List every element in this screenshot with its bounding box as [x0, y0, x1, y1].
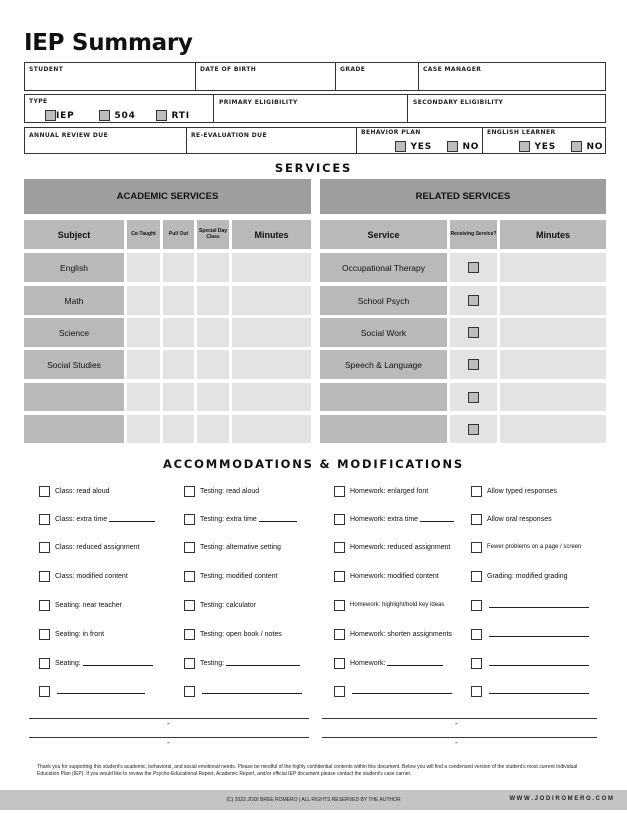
fill-in-blank[interactable]: [226, 660, 300, 666]
accommodation-checkbox[interactable]: [39, 658, 50, 669]
pullout-cell[interactable]: [163, 350, 194, 379]
accommodation-checkbox[interactable]: [39, 600, 50, 611]
related-minutes-cell[interactable]: [500, 253, 606, 282]
accommodations-heading: ACCOMMODATIONS & MODIFICATIONS: [162, 457, 465, 471]
accommodation-label: Seating: near teacher: [55, 601, 122, 609]
accommodation-item: [39, 599, 122, 611]
accommodation-checkbox[interactable]: [334, 629, 345, 640]
accommodation-checkbox[interactable]: [334, 542, 345, 553]
accommodation-label: Class: reduced assignment: [55, 543, 140, 551]
accommodation-label: Allow oral responses: [487, 515, 552, 523]
accommodation-checkbox[interactable]: [39, 686, 50, 697]
specialday-cell[interactable]: [197, 286, 229, 315]
fill-in-blank[interactable]: [489, 602, 589, 608]
accommodation-item: [471, 485, 557, 497]
accommodation-item: [334, 628, 452, 640]
behavior-plan-label: BEHAVIOR PLAN: [361, 129, 421, 136]
accommodation-label: Testing: alternative setting: [200, 543, 281, 551]
accommodation-checkbox[interactable]: [184, 600, 195, 611]
dob-field[interactable]: [195, 62, 336, 91]
accommodation-label: Homework: shorten assignments: [350, 630, 452, 638]
accommodation-item: [39, 628, 104, 640]
col-receiving: Receiving Service?: [450, 220, 497, 249]
accommodation-checkbox[interactable]: [184, 629, 195, 640]
related-minutes-cell[interactable]: [500, 350, 606, 379]
related-minutes-cell[interactable]: [500, 415, 606, 443]
accommodation-item: [39, 570, 128, 582]
accommodation-item: [184, 513, 297, 525]
related-minutes-cell[interactable]: [500, 318, 606, 347]
accommodation-checkbox[interactable]: [39, 571, 50, 582]
accommodation-item: [471, 628, 589, 640]
specialday-cell[interactable]: [197, 253, 229, 282]
fill-in-blank[interactable]: [489, 688, 589, 694]
accommodation-checkbox[interactable]: [334, 514, 345, 525]
academic-subject-cell: English: [24, 253, 124, 282]
type-rti-checkbox[interactable]: [156, 110, 167, 121]
accommodation-checkbox[interactable]: [184, 514, 195, 525]
academic-minutes-cell[interactable]: [232, 415, 311, 443]
receiving-checkbox[interactable]: [468, 359, 479, 370]
cotaught-cell[interactable]: [127, 350, 160, 379]
accommodation-checkbox[interactable]: [471, 514, 482, 525]
accommodation-item: [184, 541, 281, 553]
signature-line: [322, 718, 597, 719]
fill-in-blank[interactable]: [352, 688, 452, 694]
accommodation-checkbox[interactable]: [471, 658, 482, 669]
accommodation-item: [184, 685, 302, 697]
accommodation-label: Homework: highlight/bold key ideas: [350, 602, 445, 608]
accommodation-item: [184, 599, 256, 611]
case-manager-field[interactable]: [418, 62, 606, 91]
accommodation-item: [334, 513, 454, 525]
fill-in-blank[interactable]: [83, 660, 153, 666]
receiving-cell: [450, 350, 497, 379]
accommodation-checkbox[interactable]: [471, 542, 482, 553]
pullout-cell[interactable]: [163, 318, 194, 347]
signature-line: [322, 737, 597, 738]
accommodation-checkbox[interactable]: [471, 600, 482, 611]
academic-subject-cell: [24, 415, 124, 443]
secondary-eligibility-field[interactable]: [407, 94, 606, 123]
english-learner-field: [482, 127, 606, 154]
accommodation-checkbox[interactable]: [334, 686, 345, 697]
accommodation-item: [334, 541, 450, 553]
academic-minutes-cell[interactable]: [232, 318, 311, 347]
col-subject: Subject: [24, 220, 124, 249]
accommodation-label: Homework: modified content: [350, 572, 439, 580]
accommodation-checkbox[interactable]: [184, 571, 195, 582]
academic-minutes-cell[interactable]: [232, 253, 311, 282]
accommodation-checkbox[interactable]: [184, 542, 195, 553]
website-link[interactable]: W W W . J O D I R O M E R O . C O M: [509, 796, 613, 802]
specialday-cell[interactable]: [197, 318, 229, 347]
accommodation-checkbox[interactable]: [184, 486, 195, 497]
accommodation-checkbox[interactable]: [184, 686, 195, 697]
academic-subject-cell: Math: [24, 286, 124, 315]
signature-dash: -: [455, 719, 458, 728]
academic-minutes-cell[interactable]: [232, 286, 311, 315]
accommodation-item: [39, 541, 139, 553]
behavior-yes-label: YES: [410, 141, 433, 152]
accommodation-checkbox[interactable]: [334, 600, 345, 611]
specialday-cell[interactable]: [197, 350, 229, 379]
secondary-eligibility-label: SECONDARY ELIGIBILITY: [413, 99, 504, 106]
related-service-cell: Occupational Therapy: [320, 253, 447, 282]
dob-label: DATE OF BIRTH: [200, 66, 257, 73]
accommodation-label: Allow typed responses: [487, 487, 558, 495]
related-service-cell: [320, 383, 447, 411]
academic-subject-cell: Science: [24, 318, 124, 347]
services-heading: SERVICES: [274, 161, 353, 175]
specialday-cell[interactable]: [197, 415, 229, 443]
receiving-checkbox[interactable]: [468, 327, 479, 338]
fill-in-blank[interactable]: [420, 516, 454, 522]
annual-review-label: ANNUAL REVIEW DUE: [29, 132, 109, 139]
accommodation-item: [39, 513, 155, 525]
related-service-cell: School Psych: [320, 286, 447, 315]
receiving-cell: [450, 383, 497, 411]
pullout-cell[interactable]: [163, 415, 194, 443]
fill-in-blank[interactable]: [489, 660, 589, 666]
related-minutes-cell[interactable]: [500, 286, 606, 315]
primary-eligibility-label: PRIMARY ELIGIBILITY: [219, 99, 298, 106]
fill-in-blank[interactable]: [387, 660, 443, 666]
accommodation-checkbox[interactable]: [471, 486, 482, 497]
cotaught-cell[interactable]: [127, 383, 160, 411]
type-rti-label: RTI: [171, 110, 190, 121]
grade-label: GRADE: [340, 66, 366, 73]
pullout-cell[interactable]: [163, 253, 194, 282]
behavior-no-label: NO: [462, 141, 480, 152]
receiving-checkbox[interactable]: [468, 392, 479, 403]
accommodation-label: Homework: reduced assignment: [350, 543, 451, 551]
reeval-label: RE-EVALUATION DUE: [191, 132, 267, 139]
english-yes-label: YES: [534, 141, 557, 152]
col-cotaught: Co-Taught: [127, 220, 160, 249]
col-service: Service: [320, 220, 447, 249]
accommodation-checkbox[interactable]: [39, 514, 50, 525]
accommodation-label: Grading: modified grading: [487, 572, 568, 580]
student-field[interactable]: [24, 62, 196, 91]
col-minutes: Minutes: [232, 220, 311, 249]
accommodation-item: [471, 657, 589, 669]
grade-field[interactable]: [335, 62, 419, 91]
col-related-minutes: Minutes: [500, 220, 606, 249]
english-yes-checkbox[interactable]: [519, 141, 530, 152]
related-service-cell: Social Work: [320, 318, 447, 347]
fill-in-blank[interactable]: [489, 631, 589, 637]
primary-eligibility-field[interactable]: [213, 94, 408, 123]
accommodation-item: [184, 485, 259, 497]
annual-review-field[interactable]: [24, 127, 187, 154]
academic-subject-cell: [24, 383, 124, 411]
accommodation-label: Seating: in front: [55, 630, 105, 638]
accommodation-label: Class: read aloud: [55, 487, 110, 495]
related-service-cell: [320, 415, 447, 443]
student-label: STUDENT: [29, 66, 64, 73]
accommodation-label: Testing: modified content: [200, 572, 278, 580]
accommodation-checkbox[interactable]: [39, 486, 50, 497]
pullout-cell[interactable]: [163, 383, 194, 411]
fill-in-blank[interactable]: [109, 516, 155, 522]
english-learner-label: ENGLISH LEARNER: [487, 129, 556, 136]
type-label: TYPE: [29, 98, 48, 105]
accommodation-item: [334, 657, 443, 669]
accommodation-item: [334, 570, 439, 582]
behavior-no-checkbox[interactable]: [447, 141, 458, 152]
accommodation-label: Class: modified content: [55, 572, 128, 580]
fill-in-blank[interactable]: [202, 688, 302, 694]
accommodation-item: [39, 485, 109, 497]
signature-dash: -: [167, 719, 170, 728]
english-no-label: NO: [586, 141, 604, 152]
accommodation-label: Fewer problems on a page / screen: [487, 544, 582, 550]
accommodation-checkbox[interactable]: [334, 658, 345, 669]
related-minutes-cell[interactable]: [500, 383, 606, 411]
accommodation-checkbox[interactable]: [334, 571, 345, 582]
accommodation-checkbox[interactable]: [471, 686, 482, 697]
accommodation-label: Testing: calculator: [200, 601, 257, 609]
academic-minutes-cell[interactable]: [232, 383, 311, 411]
receiving-cell: [450, 415, 497, 443]
cotaught-cell[interactable]: [127, 286, 160, 315]
receiving-checkbox[interactable]: [468, 424, 479, 435]
accommodation-label: Testing: open book / notes: [200, 630, 282, 638]
reeval-field[interactable]: [186, 127, 357, 154]
academic-minutes-cell[interactable]: [232, 350, 311, 379]
accommodation-label: Testing: read aloud: [200, 487, 260, 495]
copyright-text: (C) 2022 JODI BREE ROMERO | ALL RIGHTS RESERVED BY THE AUTHOR: [226, 797, 401, 803]
academic-services-header: ACADEMIC SERVICES: [24, 179, 311, 214]
accommodation-item: [471, 570, 568, 582]
accommodation-label: Testing: extra time: [200, 515, 257, 523]
receiving-checkbox[interactable]: [468, 295, 479, 306]
cotaught-cell[interactable]: [127, 318, 160, 347]
cotaught-cell[interactable]: [127, 253, 160, 282]
accommodation-item: [334, 485, 428, 497]
accommodation-checkbox[interactable]: [39, 542, 50, 553]
accommodation-item: [39, 685, 145, 697]
footer-bar: [0, 790, 627, 810]
english-no-checkbox[interactable]: [571, 141, 582, 152]
behavior-plan-field: [356, 127, 483, 154]
accommodation-checkbox[interactable]: [471, 629, 482, 640]
accommodation-label: Class: extra time: [55, 515, 108, 523]
accommodation-item: [471, 513, 552, 525]
accommodation-item: [184, 570, 277, 582]
col-specialday: Special Day Class: [197, 220, 229, 249]
type-iep-label: IEP: [56, 110, 75, 121]
cotaught-cell[interactable]: [127, 415, 160, 443]
accommodation-item: [184, 628, 282, 640]
specialday-cell[interactable]: [197, 383, 229, 411]
fill-in-blank[interactable]: [57, 688, 145, 694]
receiving-checkbox[interactable]: [468, 262, 479, 273]
accommodation-checkbox[interactable]: [471, 571, 482, 582]
accommodation-item: [471, 685, 589, 697]
receiving-cell: [450, 286, 497, 315]
accommodation-label: Homework:: [350, 659, 386, 667]
pullout-cell[interactable]: [163, 286, 194, 315]
receiving-cell: [450, 318, 497, 347]
accommodation-item: [334, 685, 452, 697]
accommodation-label: Homework: extra time: [350, 515, 419, 523]
type-field: [24, 94, 214, 123]
type-iep-checkbox[interactable]: [45, 110, 56, 121]
accommodation-checkbox[interactable]: [184, 658, 195, 669]
accommodation-label: Testing:: [200, 659, 225, 667]
fill-in-blank[interactable]: [259, 516, 297, 522]
accommodation-item: [471, 599, 589, 611]
accommodation-label: Homework: enlarged font: [350, 487, 429, 495]
accommodation-checkbox[interactable]: [39, 629, 50, 640]
thanks-note: Thank you for supporting this student's academic, behavioral, and social emotional needs. Please be mindful of the highly confidential contents within this document. Below you will find a condensed version of the student's most current Individual Education Plan (IEP). If you would like to review the Psycho-Educational Report, Academic Report, and/or official IEP document please contact the student's case carrier.: [37, 764, 578, 777]
accommodation-item: [334, 599, 444, 611]
accommodation-item: [471, 541, 581, 553]
related-services-header: RELATED SERVICES: [320, 179, 606, 214]
academic-subject-cell: Social Studies: [24, 350, 124, 379]
type-504-checkbox[interactable]: [99, 110, 110, 121]
accommodation-label: Seating:: [55, 659, 81, 667]
behavior-yes-checkbox[interactable]: [395, 141, 406, 152]
accommodation-item: [39, 657, 153, 669]
type-504-label: 504: [114, 110, 136, 121]
page-title: IEP Summary: [24, 30, 193, 56]
col-pullout: Pull Out: [163, 220, 194, 249]
signature-dash: -: [455, 738, 458, 747]
receiving-cell: [450, 253, 497, 282]
signature-dash: -: [167, 738, 170, 747]
accommodation-checkbox[interactable]: [334, 486, 345, 497]
case-manager-label: CASE MANAGER: [423, 66, 482, 73]
related-service-cell: Speech & Language: [320, 350, 447, 379]
accommodation-item: [184, 657, 300, 669]
